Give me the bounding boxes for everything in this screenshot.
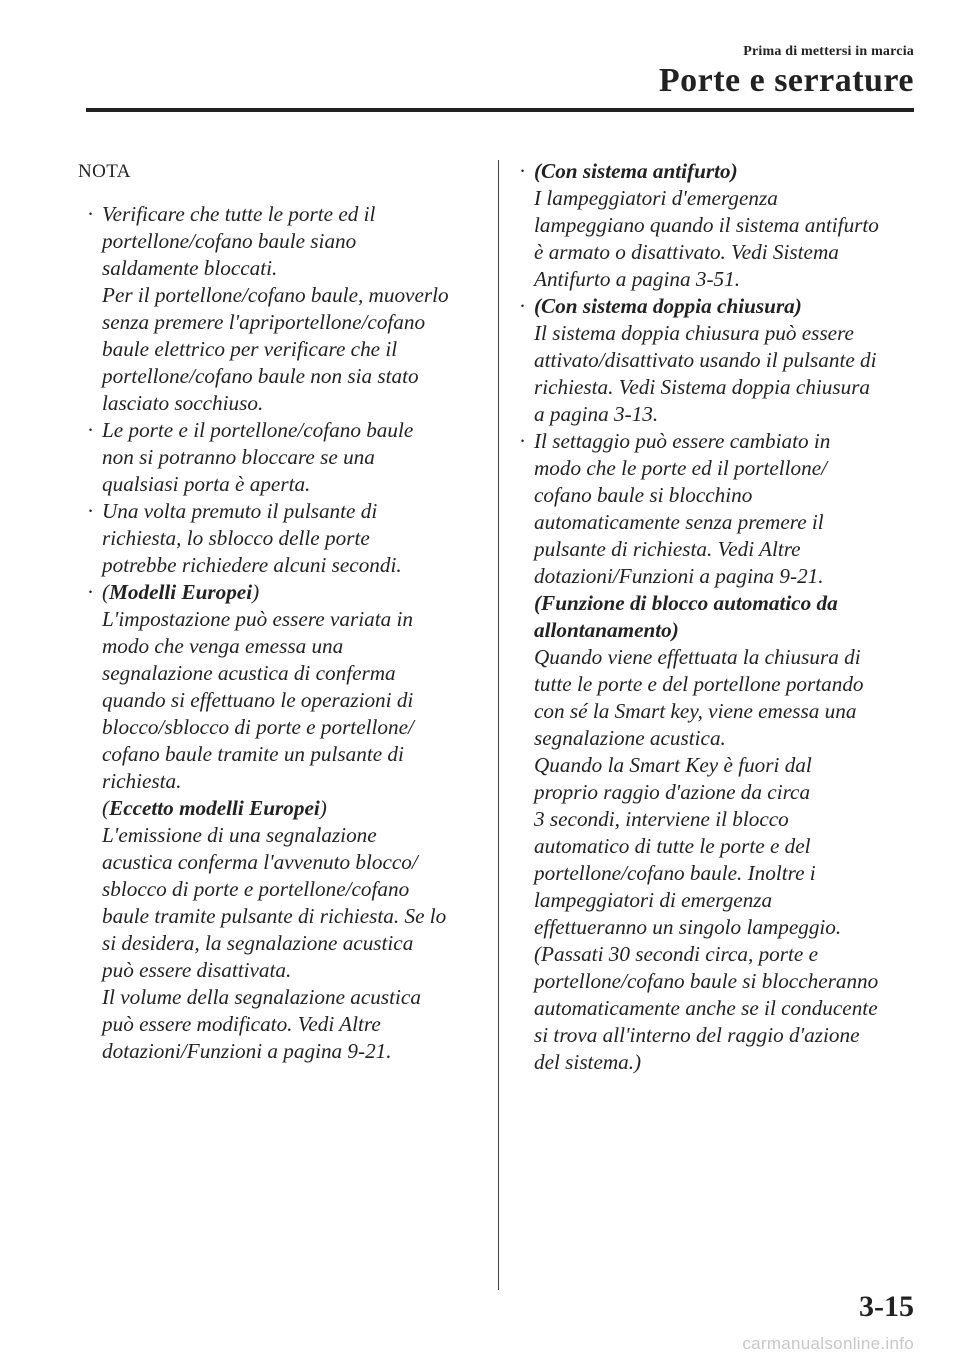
paragraph-line: Il volume della segnalazione acustica	[102, 985, 421, 1009]
paragraph-line: lampeggiatori di emergenza	[534, 888, 773, 912]
paragraph-line: è armato o disattivato. Vedi Sistema	[534, 240, 839, 264]
paragraph-line: I lampeggiatori d'emergenza	[534, 186, 778, 210]
paragraph-line: qualsiasi porta è aperta.	[102, 472, 311, 496]
list-item	[78, 417, 478, 498]
list-item	[78, 579, 478, 1065]
paragraph-line: del sistema.)	[534, 1050, 642, 1074]
paragraph-line: automaticamente senza premere il	[534, 510, 824, 534]
paragraph-line: Per il portellone/cofano baule, muoverlo	[102, 283, 449, 307]
paragraph-line: tutte le porte e del portellone portando	[534, 672, 864, 696]
bullet: ·	[87, 418, 95, 442]
paragraph-line: sblocco di porte e portellone/cofano	[102, 877, 410, 901]
paragraph-line: con sé la Smart key, viene emessa una	[534, 699, 857, 723]
paragraph-line: modo che venga emessa una	[102, 634, 344, 658]
left-column	[78, 158, 478, 1065]
heading-text: Modelli Europei	[109, 580, 253, 604]
bullet: ·	[87, 580, 95, 604]
paragraph-line: dotazioni/Funzioni a pagina 9-21.	[534, 564, 824, 588]
paren-close: )	[252, 580, 260, 604]
paragraph-line: automaticamente anche se il conducente	[534, 996, 878, 1020]
paragraph-line: si desidera, la segnalazione acustica	[102, 931, 414, 955]
bullet: ·	[519, 294, 527, 318]
paragraph-line: non si potranno bloccare se una	[102, 445, 375, 469]
item-subheading	[102, 795, 478, 822]
paragraph-line: Il settaggio può essere cambiato in	[534, 429, 831, 453]
paragraph-line: Una volta premuto il pulsante di	[102, 499, 378, 523]
item-heading: (Con sistema antifurto)	[534, 159, 738, 183]
paragraph-line: richiesta. Vedi Sistema doppia chiusura	[534, 375, 871, 399]
paragraph-line: Antifurto a pagina 3-51.	[534, 267, 740, 291]
paragraph-line: 3 secondi, interviene il blocco	[534, 807, 789, 831]
paragraph-line: portellone/cofano baule si bloccheranno	[534, 969, 879, 993]
page-number: 3-15	[859, 1290, 914, 1323]
paragraph-line: quando si effettuano le operazioni di	[102, 688, 414, 712]
paragraph-line: portellone/cofano baule. Inoltre i	[534, 861, 816, 885]
paren-close: )	[319, 796, 327, 820]
list-item	[510, 428, 920, 1076]
paragraph-line: attivato/disattivato usando il pulsante di	[534, 348, 877, 372]
paragraph-line: dotazioni/Funzioni a pagina 9-21.	[102, 1039, 392, 1063]
paragraph-line: Le porte e il portellone/cofano baule	[102, 418, 414, 442]
column-divider	[498, 160, 499, 1290]
paragraph-line: può essere disattivata.	[102, 958, 292, 982]
paragraph-line: automatico di tutte le porte e del	[534, 834, 811, 858]
paragraph-line: blocco/sblocco di porte e portellone/	[102, 715, 414, 739]
paragraph-line: Quando la Smart Key è fuori dal	[534, 753, 812, 777]
item-subheading: (Funzione di blocco automatico da	[534, 591, 838, 615]
paragraph-line: a pagina 3-13.	[534, 402, 659, 426]
list-item	[510, 293, 920, 428]
paragraph-line: baule tramite pulsante di richiesta. Se lo	[102, 904, 447, 928]
paragraph-line: L'emissione di una segnalazione	[102, 823, 377, 847]
paragraph-line: richiesta, lo sblocco delle porte	[102, 526, 370, 550]
bullet: ·	[87, 499, 95, 523]
paragraph-line: acustica conferma l'avvenuto blocco/	[102, 850, 418, 874]
paragraph-line: cofano baule si blocchino	[534, 483, 753, 507]
header-rule	[86, 108, 914, 112]
paragraph-line: lampeggiano quando il sistema antifurto	[534, 213, 879, 237]
bullet: ·	[87, 202, 95, 226]
paragraph-line: segnalazione acustica.	[534, 726, 726, 750]
paragraph-line: saldamente bloccati.	[102, 256, 278, 280]
paragraph-line: cofano baule tramite un pulsante di	[102, 742, 404, 766]
list-item	[78, 201, 478, 417]
paragraph-line: portellone/cofano baule siano	[102, 229, 357, 253]
right-column	[510, 158, 920, 1076]
paragraph-line: Quando viene effettuata la chiusura di	[534, 645, 861, 669]
paragraph-line: lasciato socchiuso.	[102, 391, 264, 415]
paragraph-line: potrebbe richiedere alcuni secondi.	[102, 553, 402, 577]
paren-open: (	[102, 796, 110, 820]
paragraph-line: L'impostazione può essere variata in	[102, 607, 413, 631]
paragraph-line: pulsante di richiesta. Vedi Altre	[534, 537, 801, 561]
list-item	[510, 158, 920, 293]
item-subheading: allontanamento)	[534, 618, 679, 642]
paragraph-line: effettueranno un singolo lampeggio.	[534, 915, 842, 939]
paren-open: (	[102, 580, 110, 604]
list-item	[78, 498, 478, 579]
item-heading: (Con sistema doppia chiusura)	[534, 294, 802, 318]
page-header-section: Prima di mettersi in marcia	[743, 44, 914, 59]
paragraph-line: può essere modificato. Vedi Altre	[102, 1012, 381, 1036]
nota-label: NOTA	[78, 161, 131, 182]
paragraph-line: Verificare che tutte le porte ed il	[102, 202, 376, 226]
paragraph-line: Il sistema doppia chiusura può essere	[534, 321, 854, 345]
paragraph-line: baule elettrico per verificare che il	[102, 337, 398, 361]
paragraph-line: richiesta.	[102, 769, 182, 793]
paragraph-line: segnalazione acustica di conferma	[102, 661, 396, 685]
paragraph-line: senza premere l'apriportellone/cofano	[102, 310, 426, 334]
paragraph-line: modo che le porte ed il portellone/	[534, 456, 828, 480]
paragraph-line: portellone/cofano baule non sia stato	[102, 364, 419, 388]
paragraph-line: si trova all'interno del raggio d'azione	[534, 1023, 860, 1047]
paragraph-line: (Passati 30 secondi circa, porte e	[534, 942, 819, 966]
page-header-title: Porte e serrature	[658, 62, 914, 99]
item-heading	[102, 579, 478, 606]
paragraph-line: proprio raggio d'azione da circa	[534, 780, 811, 804]
watermark: carmanualsonline.info	[742, 1334, 914, 1353]
bullet: ·	[519, 429, 527, 453]
subheading-text: Eccetto modelli Europei	[109, 796, 320, 820]
bullet: ·	[519, 159, 527, 183]
